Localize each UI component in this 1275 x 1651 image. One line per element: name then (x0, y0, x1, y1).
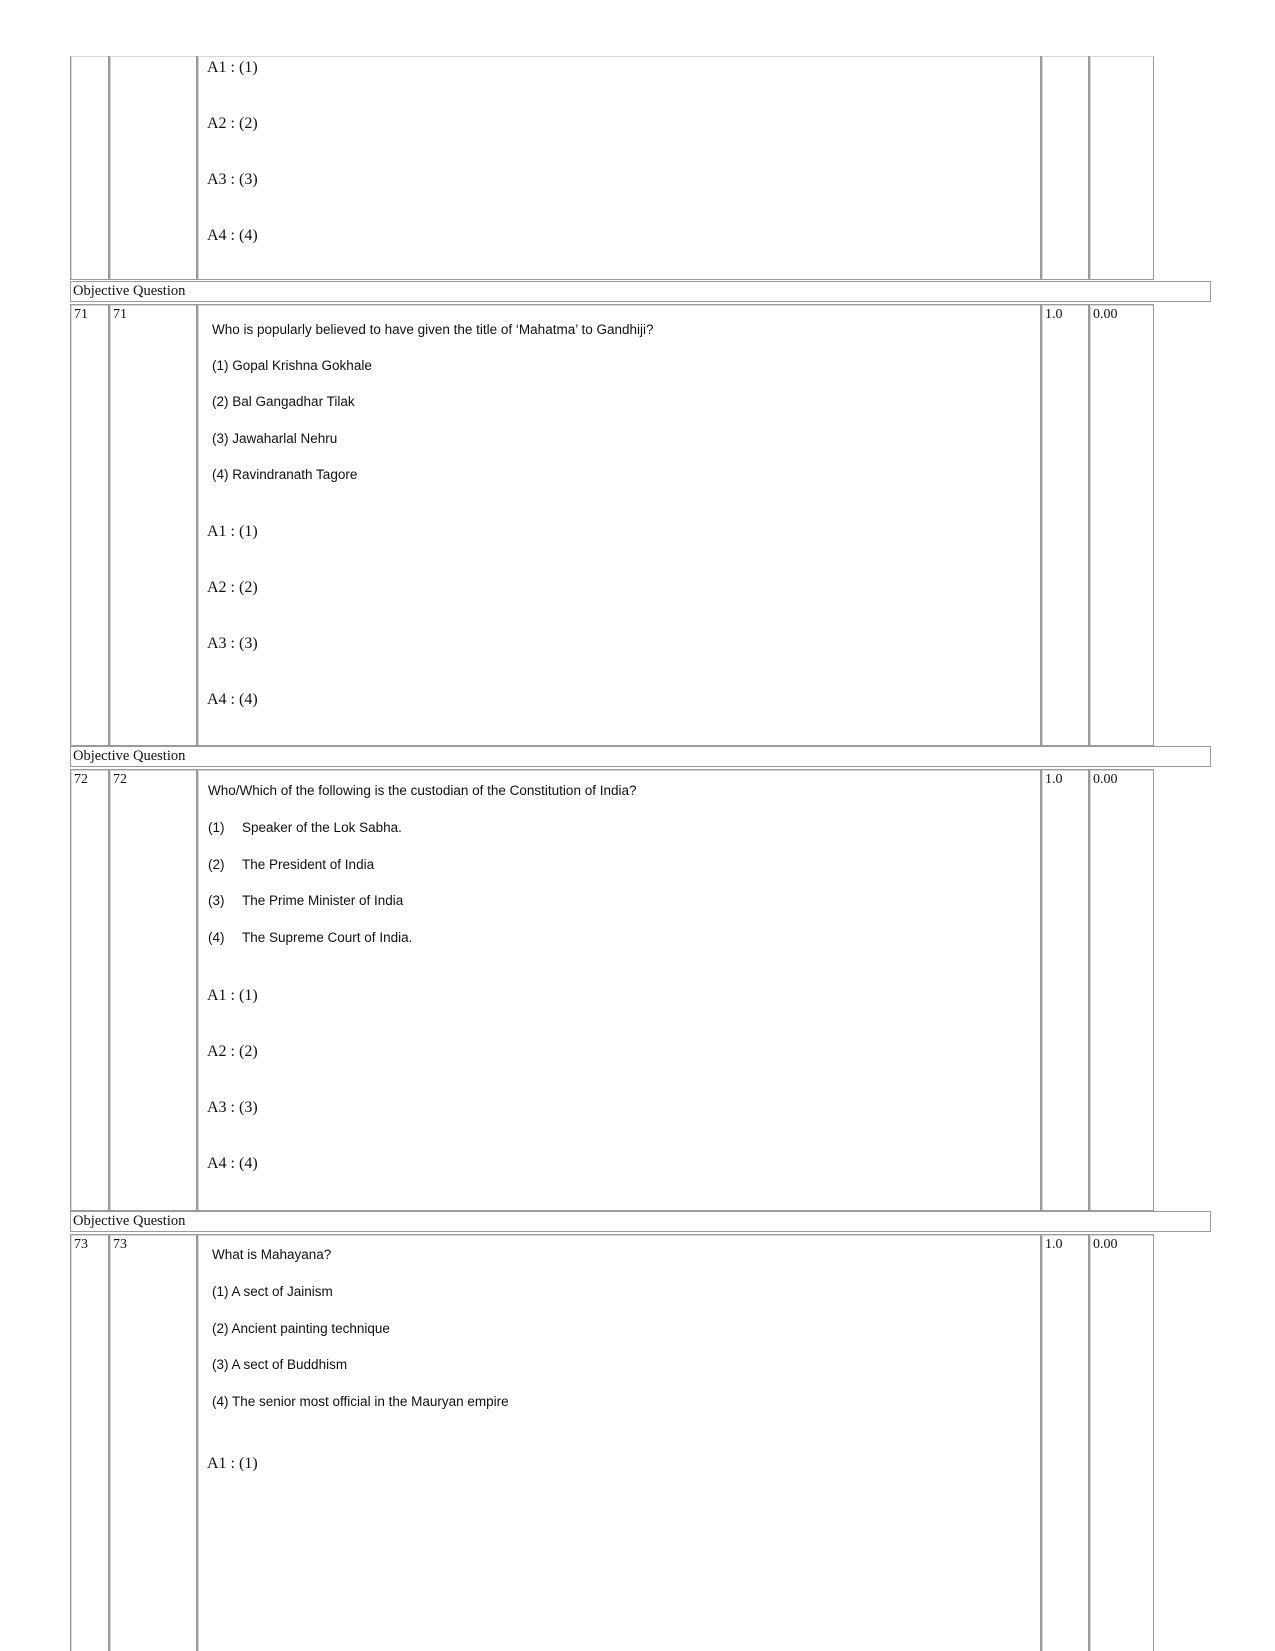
section-label: Objective Question (70, 746, 1211, 767)
option-text: Speaker of the Lok Sabha. (242, 820, 402, 835)
option-text: The Prime Minister of India (242, 893, 404, 908)
serial-number: 73 (70, 1234, 109, 1651)
option-text: The Supreme Court of India. (242, 930, 413, 945)
option-2: (2) Ancient painting technique (212, 1321, 390, 1336)
marks-cell (1041, 56, 1089, 280)
question-text: What is Mahayana? (212, 1247, 332, 1262)
answer-a1: A1 : (1) (207, 59, 258, 76)
section-label: Objective Question (70, 1211, 1211, 1232)
marks-value: 1.0 (1041, 1234, 1089, 1651)
answer-a4: A4 : (4) (207, 227, 258, 244)
option-number: (2) (208, 857, 225, 872)
question-id: 73 (109, 1234, 197, 1651)
answer-a3: A3 : (3) (207, 171, 258, 188)
serial-number: 72 (70, 769, 109, 1211)
question-cell (197, 769, 1041, 1211)
answer-a2: A2 : (2) (207, 115, 258, 132)
answer-a1: A1 : (1) (207, 987, 258, 1004)
option-1 (208, 820, 402, 835)
option-number: (1) (208, 820, 225, 835)
section-label: Objective Question (70, 281, 1211, 302)
question-id: 72 (109, 769, 197, 1211)
option-3 (208, 893, 403, 908)
question-cell (197, 304, 1041, 746)
answer-a4: A4 : (4) (207, 1155, 258, 1172)
option-4 (208, 930, 412, 945)
negative-cell (1089, 56, 1154, 280)
question-id: 71 (109, 304, 197, 746)
option-3: (3) A sect of Buddhism (212, 1357, 348, 1372)
question-text: Who/Which of the following is the custodian of the Constitution of India? (208, 783, 637, 798)
option-4: (4) The senior most official in the Mauryan empire (212, 1394, 509, 1409)
negative-marks-value: 0.00 (1089, 769, 1154, 1211)
question-cell (197, 56, 1041, 280)
option-text: The President of India (242, 857, 375, 872)
col-sr-cell (70, 56, 109, 280)
question-cell (197, 1234, 1041, 1651)
negative-marks-value: 0.00 (1089, 1234, 1154, 1651)
option-1: (1) A sect of Jainism (212, 1284, 333, 1299)
answer-a2: A2 : (2) (207, 579, 258, 596)
answer-a1: A1 : (1) (207, 1455, 258, 1472)
marks-value: 1.0 (1041, 304, 1089, 746)
serial-number: 71 (70, 304, 109, 746)
option-1: (1) Gopal Krishna Gokhale (212, 358, 372, 373)
answer-a3: A3 : (3) (207, 1099, 258, 1116)
question-text: Who is popularly believed to have given the title of ‘Mahatma’ to Gandhiji? (212, 322, 654, 337)
marks-value: 1.0 (1041, 769, 1089, 1211)
option-4: (4) Ravindranath Tagore (212, 467, 358, 482)
answer-a2: A2 : (2) (207, 1043, 258, 1060)
answer-a4: A4 : (4) (207, 691, 258, 708)
option-3: (3) Jawaharlal Nehru (212, 431, 338, 446)
option-number: (3) (208, 893, 225, 908)
negative-marks-value: 0.00 (1089, 304, 1154, 746)
answer-a3: A3 : (3) (207, 635, 258, 652)
option-2 (208, 857, 374, 872)
option-2: (2) Bal Gangadhar Tilak (212, 394, 355, 409)
col-qid-cell (109, 56, 197, 280)
answer-a1: A1 : (1) (207, 523, 258, 540)
option-number: (4) (208, 930, 225, 945)
